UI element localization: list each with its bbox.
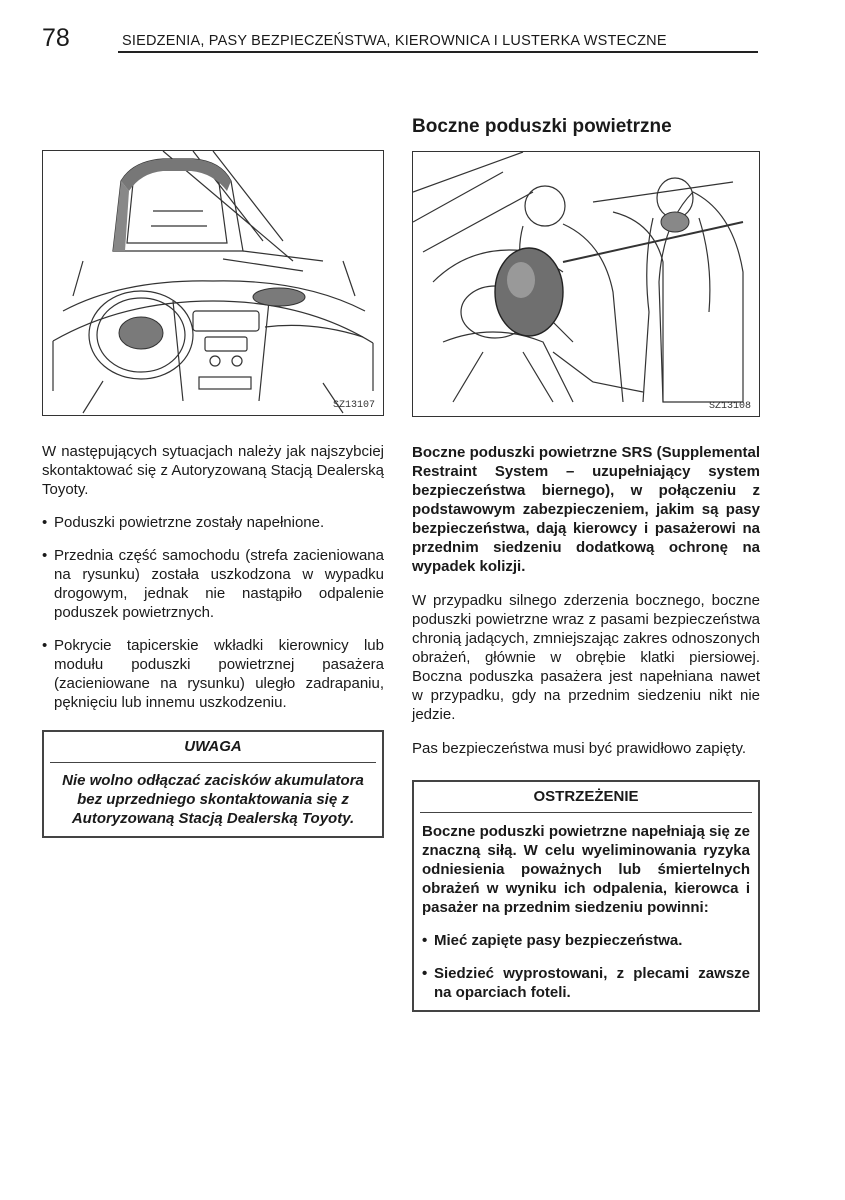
left-bullet-list	[42, 513, 384, 712]
figure-code: SZ13108	[708, 401, 751, 412]
right-paragraph-2: Pas bezpieczeństwa musi być prawidłowo zapięty.	[412, 740, 747, 757]
left-intro: W następujących sytuacjach należy jak najszybciej skontaktować się z Autoryzowaną Stacją Dealerską Toyoty.	[42, 443, 384, 498]
side-airbag-drawing	[413, 152, 759, 416]
section-title: Boczne poduszki powietrzne	[412, 116, 672, 137]
running-title: SIEDZENIA, PASY BEZPIECZEŃSTWA, KIEROWNICA I LUSTERKA WSTECZNE	[122, 33, 667, 49]
right-column	[412, 116, 760, 1012]
side-airbag-illustration	[412, 151, 760, 417]
list-item: • Przednia część samochodu (strefa zacieniowana na rysunku) została uszkodzona w wypadku drogowym, jednak nie nastąpiło odpalenie poduszek powietrznych.	[42, 546, 384, 622]
figure-code: SZ13107	[332, 400, 375, 411]
uwaga-box	[42, 730, 384, 838]
list-item: • Poduszki powietrzne zostały napełnione.	[42, 513, 384, 532]
uwaga-heading: UWAGA	[50, 732, 376, 763]
right-paragraph-1: W przypadku silnego zderzenia bocznego, boczne poduszki powietrzne wraz z pasami bezpieczeństwa chronią jadących, zmniejszając zakres odnoszonych obrażeń, głównie w obrębie klatki piersiowej. Boczna poduszka pasażera jest napełniana nawet w przypadku, gdy na przednim siedzeniu nikt nie jedzie.	[412, 592, 760, 723]
ostrzezenie-text: Boczne poduszki powietrzne napełniają się ze znaczną siłą. W celu wyeliminowania ryzyka odniesienia poważnych lub śmiertelnych obrażeń w wyniku ich odpalenia, kierowca i pasażer na przednim siedzeniu powinni:	[422, 823, 750, 916]
uwaga-text: Nie wolno odłączać zacisków akumulatora bez uprzedniego skontaktowania się z Autoryzowaną Stacją Dealerską Toyoty.	[62, 772, 364, 827]
page-number: 78	[42, 24, 70, 52]
list-item: • Pokrycie tapicerskie wkładki kierownicy lub modułu poduszki powietrznej pasażera (zacieniowane na rysunku) uległo zadrapaniu, pęknięciu lub innemu uszkodzeniu.	[42, 636, 384, 712]
dashboard-illustration	[42, 150, 384, 416]
ostrzezenie-heading: OSTRZEŻENIE	[420, 782, 752, 813]
dashboard-drawing	[43, 151, 383, 415]
ostrzezenie-box	[412, 780, 760, 1012]
header-rule	[118, 51, 758, 53]
ostrzezenie-bullet-list	[422, 931, 750, 1002]
left-column	[42, 150, 384, 838]
right-intro-bold: Boczne poduszki powietrzne SRS (Supplemental Restraint System – uzupełniający system bezpieczeństwa biernego), w połączeniu z podstawowym zabezpieczeniem, jakim są pasy bezpieczeństwa, dają kierowcy i pasażerowi na przednim siedzeniu dodatkową ochronę na wypadek kolizji.	[412, 444, 760, 575]
list-item: • Mieć zapięte pasy bezpieczeństwa.	[422, 931, 750, 950]
list-item: • Siedzieć wyprostowani, z plecami zawsze na oparciach foteli.	[422, 964, 750, 1002]
